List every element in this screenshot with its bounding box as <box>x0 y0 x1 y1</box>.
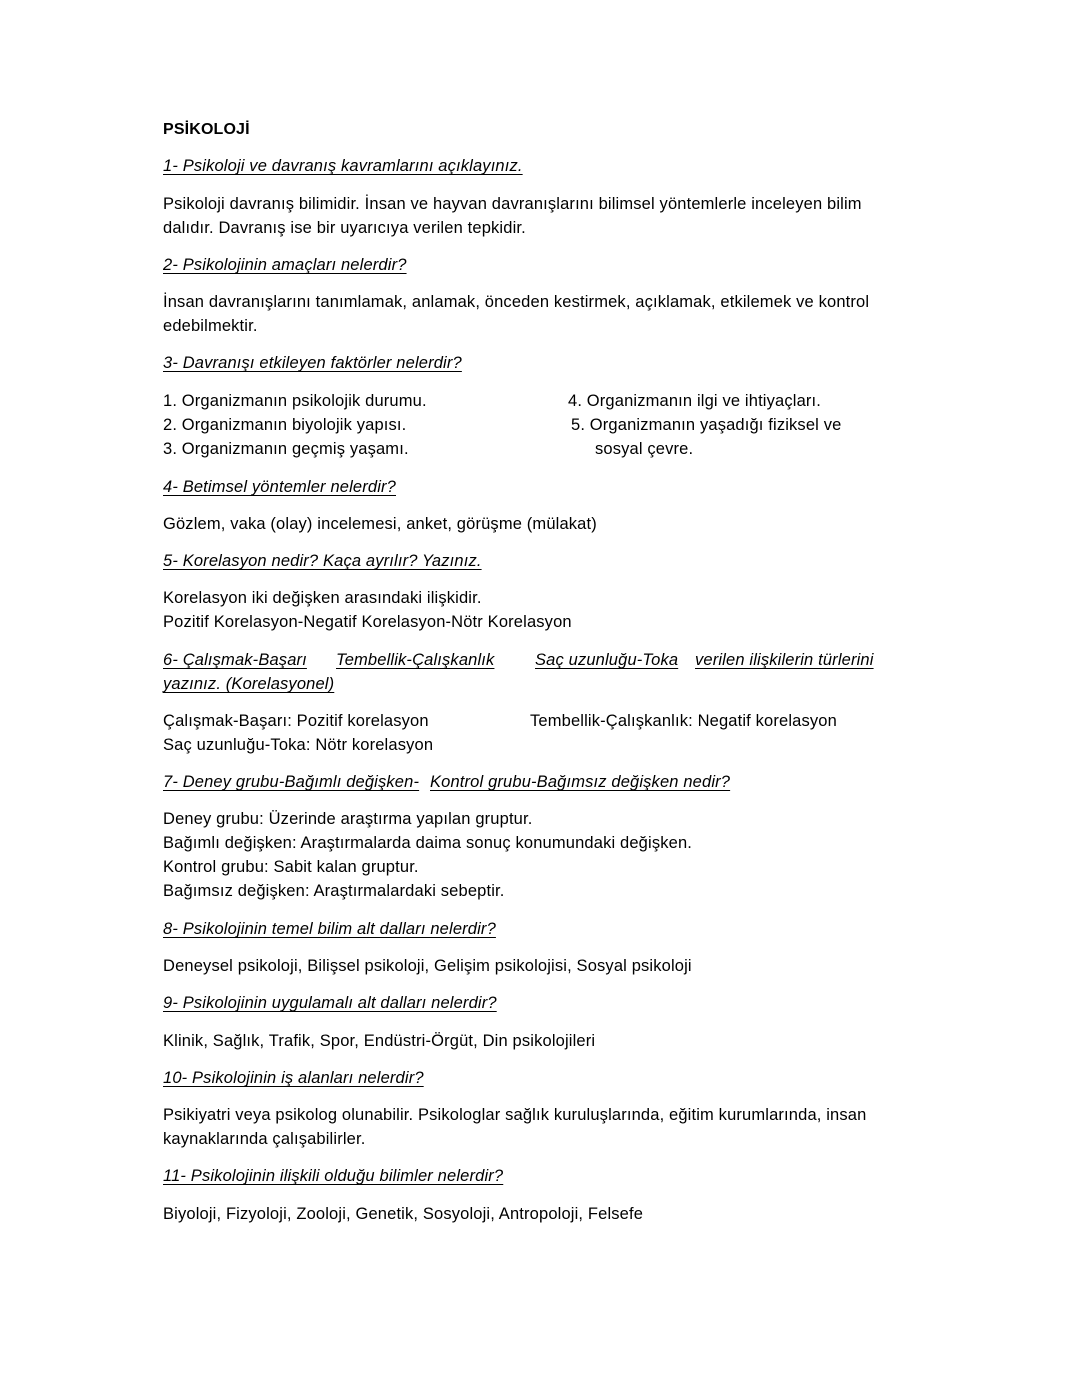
answer-6-left-2: Saç uzunluğu-Toka: Nötr korelasyon <box>163 736 434 754</box>
question-1: 1- Psikoloji ve davranış kavramlarını açıklayınız. <box>163 157 523 175</box>
question-3: 3- Davranışı etkileyen faktörler nelerdir? <box>163 354 462 372</box>
answer-4-line-1: Gözlem, vaka (olay) incelemesi, anket, görüşme (mülakat) <box>163 515 597 533</box>
question-5: 5- Korelasyon nedir? Kaça ayrılır? Yazınız. <box>163 552 482 570</box>
answer-9-line-1: Klinik, Sağlık, Trafik, Spor, Endüstri-Örgüt, Din psikolojileri <box>163 1032 596 1050</box>
question-11: 11- Psikolojinin ilişkili olduğu bilimler nelerdir? <box>163 1167 504 1185</box>
factor-list-item: 4. Organizmanın ilgi ve ihtiyaçları. <box>568 392 822 410</box>
answer-6-left-1: Çalışmak-Başarı: Pozitif korelasyon <box>163 712 429 730</box>
question-8: 8- Psikolojinin temel bilim alt dalları nelerdir? <box>163 920 496 938</box>
factor-list-item: 3. Organizmanın geçmiş yaşamı. <box>163 440 409 458</box>
question-7-part-1: 7- Deney grubu-Bağımlı değişken- <box>163 773 420 791</box>
question-9: 9- Psikolojinin uygulamalı alt dalları nelerdir? <box>163 994 497 1012</box>
answer-5-line-1: Korelasyon iki değişken arasındaki ilişkidir. <box>163 589 482 607</box>
answer-11-line-1: Biyoloji, Fizyoloji, Zooloji, Genetik, Sosyoloji, Antropoloji, Felsefe <box>163 1205 644 1223</box>
answer-1-line-1: Psikoloji davranış bilimidir. İnsan ve hayvan davranışlarını bilimsel yöntemlerle inceleyen bilim <box>163 195 862 213</box>
question-2: 2- Psikolojinin amaçları nelerdir? <box>163 256 407 274</box>
factor-list-item: 1. Organizmanın psikolojik durumu. <box>163 392 427 410</box>
factor-list-item: 2. Organizmanın biyolojik yapısı. <box>163 416 407 434</box>
answer-10-line-1: Psikiyatri veya psikolog olunabilir. Psikologlar sağlık kuruluşlarında, eğitim kurumlarında, insan <box>163 1106 867 1124</box>
answer-8-line-1: Deneysel psikoloji, Bilişsel psikoloji, Gelişim psikolojisi, Sosyal psikoloji <box>163 957 692 975</box>
factor-list-item: 5. Organizmanın yaşadığı fiziksel ve <box>571 416 842 434</box>
answer-2-line-1: İnsan davranışlarını tanımlamak, anlamak, önceden kestirmek, açıklamak, etkilemek ve kontrol <box>163 293 870 311</box>
answer-7-line-3: Kontrol grubu: Sabit kalan gruptur. <box>163 858 419 876</box>
question-4: 4- Betimsel yöntemler nelerdir? <box>163 478 396 496</box>
answer-7-line-4: Bağımsız değişken: Araştırmalardaki sebeptir. <box>163 882 505 900</box>
question-6-part-1: 6- Çalışmak-Başarı <box>163 651 307 669</box>
question-6-part-3: Saç uzunluğu-Toka <box>535 651 679 669</box>
answer-6-right: Tembellik-Çalışkanlık: Negatif korelasyon <box>530 712 837 730</box>
question-10: 10- Psikolojinin iş alanları nelerdir? <box>163 1069 424 1087</box>
question-6-part-2: Tembellik-Çalışkanlık <box>336 651 495 669</box>
answer-7-line-2: Bağımlı değişken: Araştırmalarda daima sonuç konumundaki değişken. <box>163 834 693 852</box>
answer-2-line-2: edebilmektir. <box>163 317 258 335</box>
answer-10-line-2: kaynaklarında çalışabilirler. <box>163 1130 366 1148</box>
question-7-part-2: Kontrol grubu-Bağımsız değişken nedir? <box>430 773 731 791</box>
page-title: PSİKOLOJİ <box>163 121 250 138</box>
question-6-part-4: verilen ilişkilerin türlerini <box>695 651 874 669</box>
answer-5-line-2: Pozitif Korelasyon-Negatif Korelasyon-Nötr Korelasyon <box>163 613 572 631</box>
answer-7-line-1: Deney grubu: Üzerinde araştırma yapılan gruptur. <box>163 810 533 828</box>
factor-list-item: sosyal çevre. <box>595 440 694 458</box>
answer-1-line-2: dalıdır. Davranış ise bir uyarıcıya verilen tepkidir. <box>163 219 526 237</box>
question-6-line-2: yazınız. (Korelasyonel) <box>163 675 335 693</box>
